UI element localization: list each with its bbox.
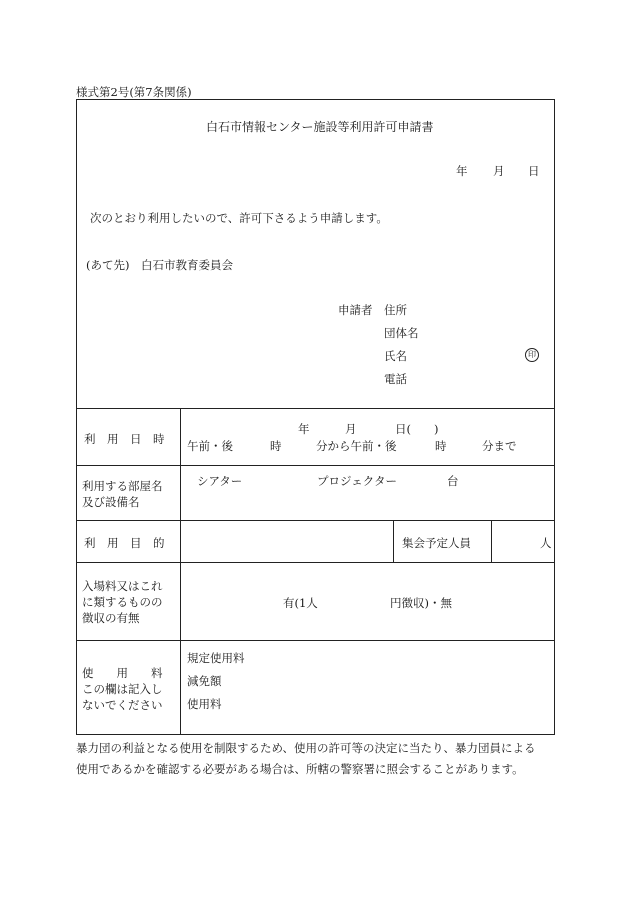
- start-minute-to: 分から午前・後: [316, 439, 397, 453]
- seal-mark-icon: 印: [525, 348, 539, 362]
- fee-total-label: 使用料: [187, 697, 222, 711]
- end-hour: 時: [435, 439, 447, 453]
- start-am-pm: 午前・後: [187, 439, 233, 453]
- request-statement: 次のとおり利用したいので、許可下さるよう申請します。: [90, 211, 388, 225]
- note-line-2: 使用であるかを確認する必要がある場合は、所轄の警察署に照会することがあります。: [76, 762, 524, 776]
- use-month: 月: [345, 422, 357, 436]
- date-year: 年: [456, 164, 468, 178]
- fee-label-line1: 使 用 料: [82, 666, 163, 680]
- use-day: 日( ): [395, 422, 439, 436]
- date-day: 日: [528, 164, 540, 178]
- fee-label-line2: この欄は記入し: [82, 682, 163, 696]
- fee-label-line3: ないでください: [82, 698, 163, 712]
- purpose-divider-2: [491, 520, 492, 562]
- admission-label-line1: 入場料又はこれ: [82, 579, 163, 593]
- date-time-label: 利 用 日 時: [84, 432, 165, 446]
- admission-label-line3: 徴収の有無: [82, 611, 140, 625]
- divider-header: [76, 408, 555, 409]
- admission-rest: 円徴収)・無: [390, 596, 452, 610]
- end-minute: 分まで: [482, 439, 517, 453]
- purpose-divider-1: [393, 520, 394, 562]
- applicant-organization-label: 団体名: [384, 326, 419, 340]
- standard-fee-label: 規定使用料: [187, 651, 245, 665]
- projector-option: プロジェクター: [317, 474, 398, 488]
- theater-option: シアター: [197, 474, 243, 488]
- admission-label-line2: に類するものの: [82, 595, 163, 609]
- addressee: (あて先) 白石市教育委員会: [86, 258, 233, 272]
- purpose-label: 利 用 目 的: [84, 536, 165, 550]
- divider-date-row: [76, 465, 555, 466]
- note-line-1: 暴力団の利益となる使用を制限するため、使用の許可等の決定に当たり、暴力団員による: [76, 741, 536, 755]
- applicant-label: 申請者: [338, 303, 373, 317]
- start-hour: 時: [270, 439, 282, 453]
- applicant-name-label: 氏名: [384, 349, 407, 363]
- projector-unit: 台: [447, 474, 459, 488]
- admission-yes: 有(1人: [283, 596, 318, 610]
- attendance-unit: 人: [540, 536, 552, 550]
- attendance-label: 集会予定人員: [402, 536, 471, 550]
- label-column-divider: [180, 408, 181, 735]
- date-month: 月: [493, 164, 505, 178]
- applicant-address-label: 住所: [384, 303, 407, 317]
- form-title: 白石市情報センター施設等利用許可申請書: [206, 120, 434, 134]
- reduction-label: 減免額: [187, 674, 222, 688]
- divider-purpose-row: [76, 562, 555, 563]
- room-label-line2: 及び設備名: [82, 495, 140, 509]
- applicant-phone-label: 電話: [384, 372, 407, 386]
- divider-room-row: [76, 520, 555, 521]
- room-label-line1: 利用する部屋名: [82, 479, 163, 493]
- use-year: 年: [298, 422, 310, 436]
- divider-admission-row: [76, 640, 555, 641]
- form-number-label: 様式第2号(第7条関係): [76, 85, 192, 99]
